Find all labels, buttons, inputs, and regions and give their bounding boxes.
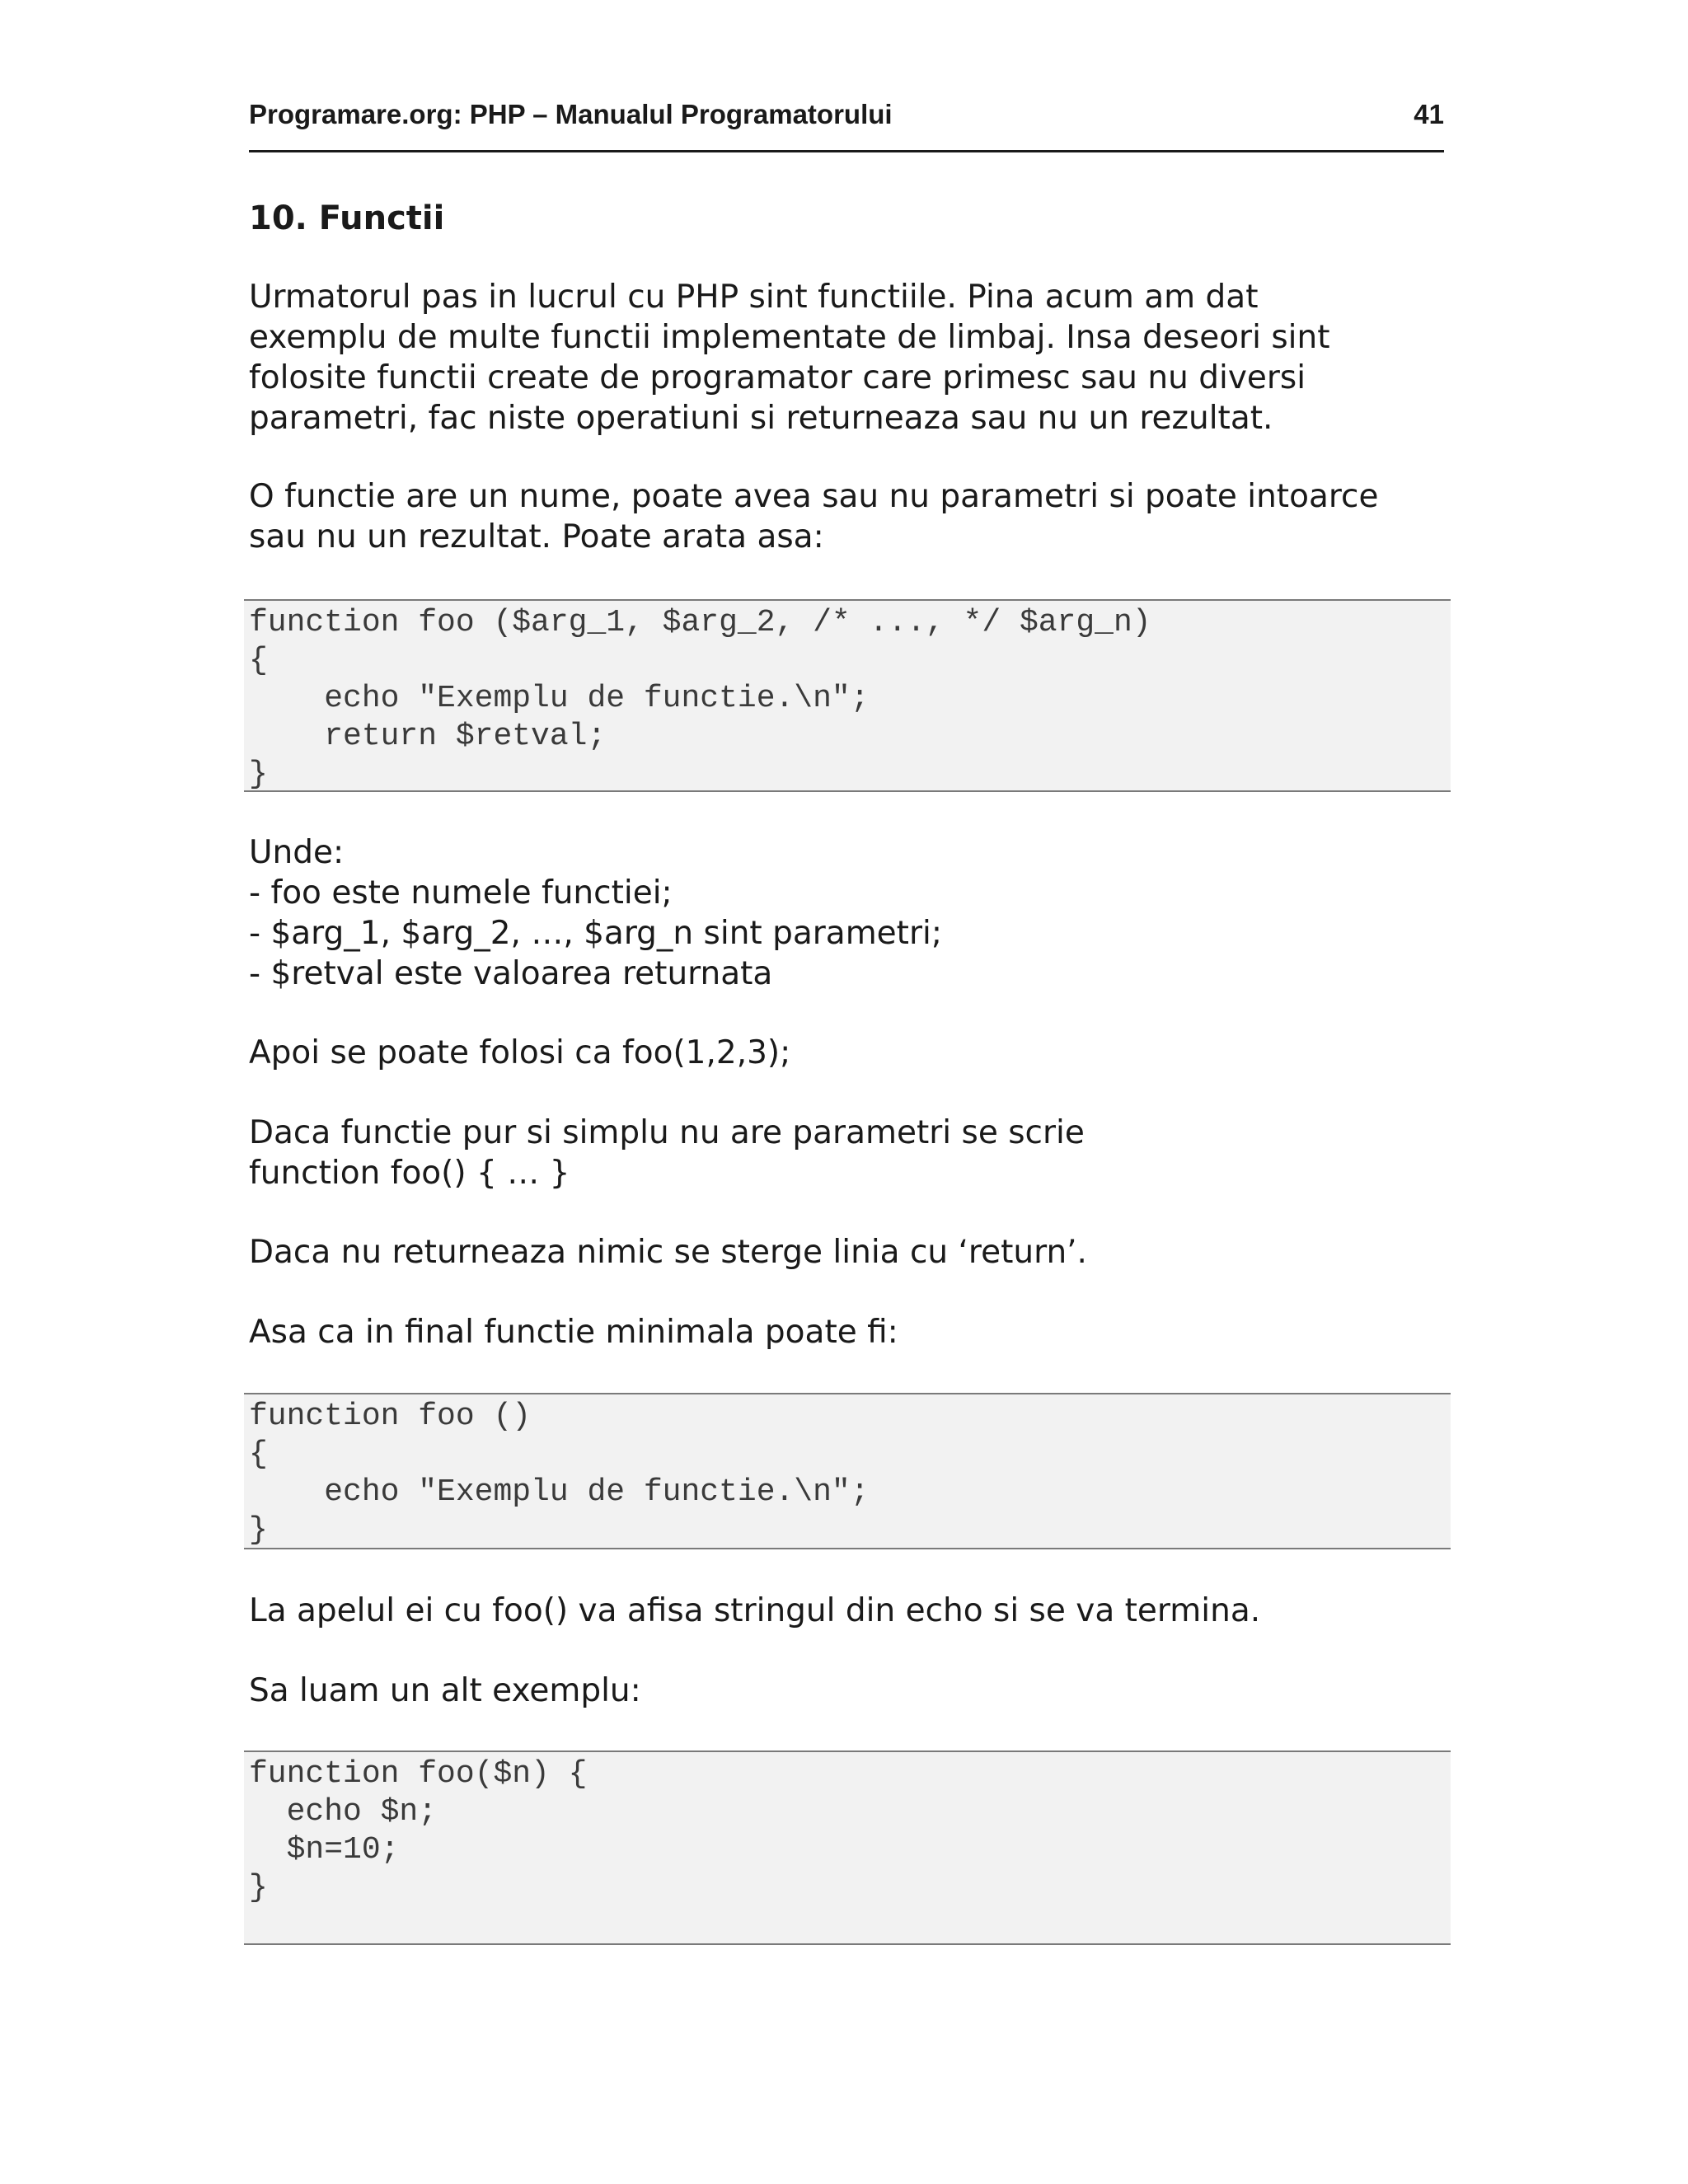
code-block-third bbox=[244, 1750, 1451, 1945]
paragraph-line: Daca nu returneaza nimic se sterge linia cu ‘return’. bbox=[249, 1234, 1087, 1271]
header-title: Programare.org: PHP – Manualul Programatorului bbox=[249, 99, 893, 129]
code-line: { bbox=[249, 643, 268, 678]
section-heading: 10. Functii bbox=[249, 199, 445, 237]
paragraph-usage bbox=[249, 1033, 1452, 1073]
code-line: } bbox=[249, 1512, 268, 1548]
paragraph-line: - $arg_1, $arg_2, …, $arg_n sint parametri; bbox=[249, 915, 942, 952]
paragraph-line: O functie are un nume, poate avea sau nu parametri si poate intoarce bbox=[249, 478, 1379, 515]
paragraph-line: function foo() { … } bbox=[249, 1155, 570, 1192]
paragraph-line: La apelul ei cu foo() va afisa stringul din echo si se va termina. bbox=[249, 1592, 1261, 1629]
code-line: $n=10; bbox=[249, 1832, 400, 1868]
paragraph-definition bbox=[249, 476, 1452, 557]
paragraph-noparams bbox=[249, 1113, 1452, 1193]
paragraph-line: - foo este numele functiei; bbox=[249, 874, 673, 912]
paragraph-line: Apoi se poate folosi ca foo(1,2,3); bbox=[249, 1034, 791, 1071]
paragraph-line: exemplu de multe functii implementate de limbaj. Insa deseori sint bbox=[249, 319, 1330, 356]
paragraph-line: - $retval este valoarea returnata bbox=[249, 955, 773, 992]
code-line: } bbox=[249, 1870, 268, 1905]
code-line: function foo($n) { bbox=[249, 1756, 588, 1792]
code-line: function foo ($arg_1, $arg_2, /* ..., */ $arg_n) bbox=[249, 605, 1151, 640]
code-line: { bbox=[249, 1436, 268, 1472]
code-line: function foo () bbox=[249, 1399, 532, 1434]
code-line: } bbox=[249, 757, 268, 792]
page-number: 41 bbox=[1414, 99, 1444, 129]
paragraph-line: Asa ca in final functie minimala poate fi: bbox=[249, 1314, 898, 1351]
code-line: echo $n; bbox=[249, 1794, 438, 1830]
paragraph-line: Urmatorul pas in lucrul cu PHP sint functiile. Pina acum am dat bbox=[249, 279, 1259, 316]
code-block-second bbox=[244, 1393, 1451, 1549]
code-line: echo "Exemplu de functie.\n"; bbox=[249, 681, 870, 716]
code-line: echo "Exemplu de functie.\n"; bbox=[249, 1474, 870, 1510]
paragraph-line: Daca functie pur si simplu nu are parametri se scrie bbox=[249, 1114, 1085, 1151]
paragraph-intro bbox=[249, 277, 1452, 438]
paragraph-line: Sa luam un alt exemplu: bbox=[249, 1672, 641, 1709]
paragraph-line: folosite functii create de programator care primesc sau nu diversi bbox=[249, 359, 1306, 396]
paragraph-line: parametri, fac niste operatiuni si returneaza sau nu un rezultat. bbox=[249, 400, 1273, 437]
page-header bbox=[249, 97, 1444, 152]
paragraph-noreturn bbox=[249, 1232, 1452, 1272]
code-block-first bbox=[244, 599, 1451, 792]
paragraph-line: sau nu un rezultat. Poate arata asa: bbox=[249, 518, 824, 555]
paragraph-line: Unde: bbox=[249, 834, 345, 871]
code-line: return $retval; bbox=[249, 719, 607, 754]
paragraph-unde bbox=[249, 832, 1452, 994]
paragraph-another bbox=[249, 1671, 1452, 1711]
paragraph-call bbox=[249, 1591, 1452, 1631]
paragraph-minimal bbox=[249, 1312, 1452, 1352]
